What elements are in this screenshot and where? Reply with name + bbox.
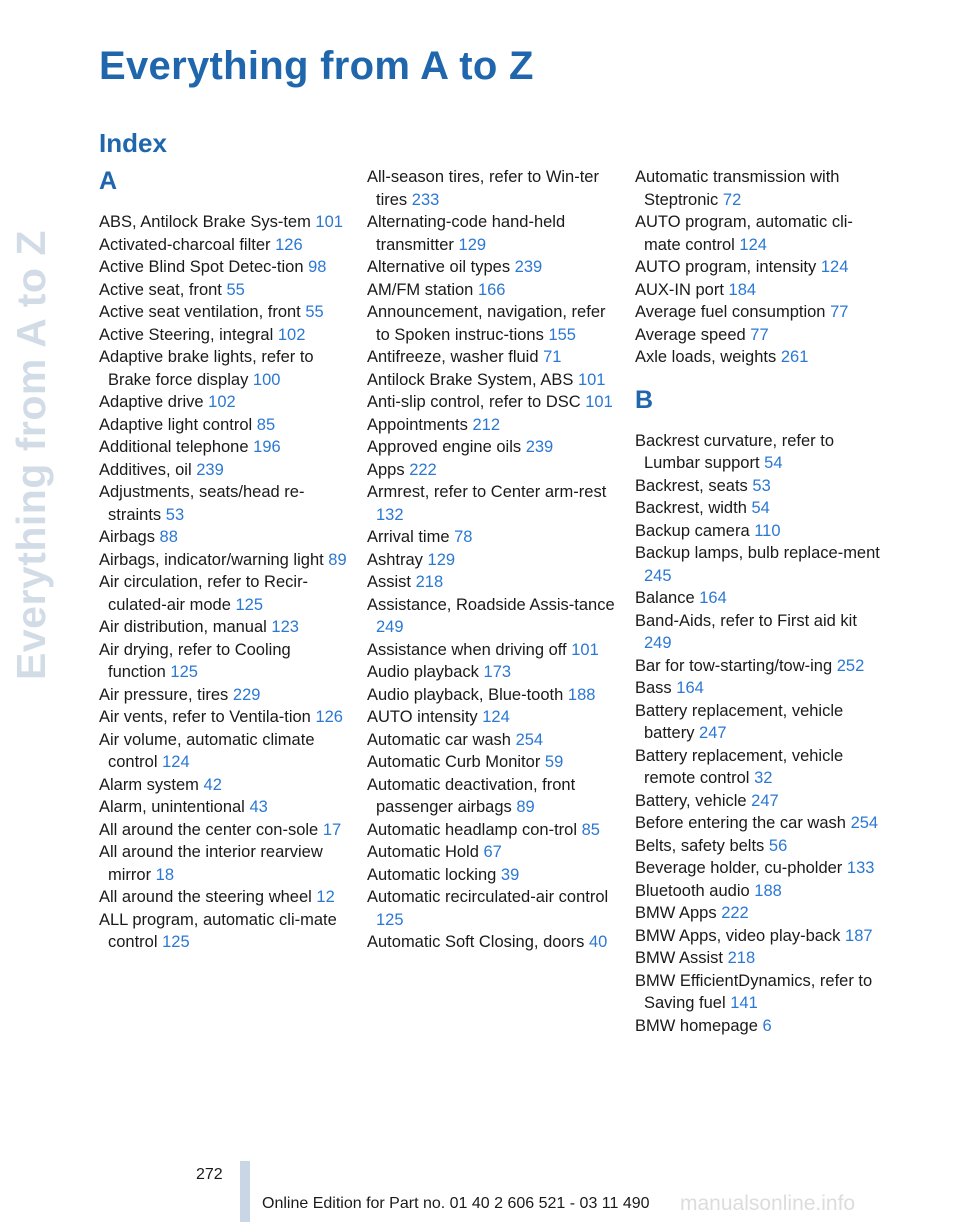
index-entry [99, 256, 349, 279]
index-entry-text: Air distribution, manual [99, 618, 267, 636]
page-link[interactable]: 212 [472, 415, 501, 434]
page-link[interactable]: 125 [235, 595, 264, 614]
index-entry-text: AUTO intensity [367, 708, 478, 726]
index-entry-text: Adaptive brake lights, refer to Brake force display [99, 348, 314, 389]
index-entry [635, 925, 885, 948]
page-link[interactable]: 85 [256, 415, 276, 434]
index-entry-text: Air pressure, tires [99, 685, 229, 704]
index-entry [635, 880, 885, 903]
index-entry [99, 301, 349, 324]
page-link[interactable]: 77 [750, 325, 769, 344]
page-title: Everything from A to Z [99, 44, 534, 88]
index-entry [635, 324, 885, 347]
index-entry-text: Backrest, width [635, 499, 747, 517]
index-entry [367, 436, 617, 459]
index-entry-text: Antilock Brake System, ABS [367, 370, 574, 389]
page-link[interactable]: 85 [581, 820, 600, 839]
index-entry-text: BMW homepage [635, 1016, 758, 1035]
index-entry [367, 414, 617, 437]
index-entry-text: Automatic car wash [367, 730, 511, 749]
index-entry [635, 790, 885, 813]
index-entry [367, 864, 617, 887]
index-entry-text: Average speed [635, 325, 746, 344]
section-title: Index [99, 128, 167, 158]
index-entry [635, 497, 885, 520]
side-title-text: Everything from A to Z [8, 230, 54, 680]
index-entry-text: Air circulation, refer to Recir-culated-air mode [99, 573, 309, 614]
index-entry [99, 616, 349, 639]
index-entry-text: Automatic Curb Monitor [367, 753, 541, 771]
index-entry [367, 279, 617, 302]
index-entry-text: Approved engine oils [367, 438, 522, 456]
page-link[interactable]: 124 [162, 753, 190, 771]
page-link[interactable]: 55 [305, 303, 324, 321]
index-entry [635, 542, 885, 587]
page-link[interactable]: 187 [845, 926, 873, 945]
index-entry [367, 729, 617, 752]
page-link[interactable]: 54 [751, 499, 770, 517]
index-entry-text: Backrest, seats [635, 476, 748, 495]
index-entry-text: Automatic locking [367, 865, 497, 884]
index-entry-text: Alternating-code hand-held transmitter [367, 213, 566, 254]
index-entry-text: ABS, Antilock Brake Sys-tem [99, 213, 311, 231]
page-link[interactable]: 239 [196, 460, 224, 479]
index-entry-text: Bluetooth audio [635, 881, 750, 900]
index-entry [99, 526, 349, 549]
index-entry [635, 279, 885, 302]
page-link[interactable]: 229 [232, 685, 261, 704]
index-entry-text: Apps [367, 460, 405, 479]
index-entry-text: Alarm system [99, 775, 199, 794]
page-link[interactable]: 247 [699, 724, 727, 742]
index-entry-text: Adjustments, seats/head re-straints [99, 483, 305, 524]
page-link[interactable]: 254 [850, 814, 879, 832]
page-link[interactable]: 123 [271, 618, 299, 636]
index-entry-text: Automatic deactivation, front passenger airbags [367, 775, 576, 816]
page-link[interactable]: 245 [644, 566, 672, 585]
index-entry-text: Band-Aids, refer to First aid kit [635, 611, 857, 630]
index-entry [367, 594, 617, 639]
index-entry [635, 655, 885, 678]
index-entry [99, 706, 349, 729]
index-entry-text: Average fuel consumption [635, 303, 826, 321]
page-number: 272 [196, 1166, 223, 1183]
page-link[interactable]: 164 [676, 679, 704, 697]
index-entry [635, 301, 885, 324]
page-link[interactable]: 247 [751, 791, 779, 810]
index-entry [635, 677, 885, 700]
index-entry [99, 391, 349, 414]
index-entry-text: Audio playback [367, 663, 479, 681]
index-entry-text: Adaptive light control [99, 415, 253, 434]
page-link[interactable]: 39 [500, 865, 520, 884]
index-column-3 [635, 166, 885, 1037]
index-entry [367, 526, 617, 549]
page-link[interactable]: 249 [376, 618, 404, 636]
page-link[interactable]: 125 [170, 663, 198, 681]
page-link[interactable]: 129 [458, 235, 487, 254]
index-entry [367, 369, 617, 392]
index-entry-text: Appointments [367, 415, 468, 434]
page-link[interactable]: 32 [754, 769, 773, 787]
index-entry [635, 211, 885, 256]
page-link[interactable]: 77 [830, 303, 849, 321]
index-entry-text: Bar for tow-starting/tow-ing [635, 656, 833, 675]
page-link[interactable]: 56 [768, 836, 788, 855]
index-entry-text: Automatic headlamp con-trol [367, 820, 578, 839]
page-link[interactable]: 249 [644, 634, 672, 652]
page-link[interactable]: 71 [543, 348, 562, 366]
page-link[interactable]: 155 [548, 325, 576, 344]
page-link[interactable]: 239 [525, 438, 554, 456]
index-entry-text: Air volume, automatic climate control [99, 730, 315, 771]
page-link[interactable]: 100 [252, 370, 281, 389]
index-entry [367, 886, 617, 931]
index-entry [367, 684, 617, 707]
index-entry [635, 812, 885, 835]
page-link[interactable]: 184 [728, 280, 757, 299]
watermark: manualsonline.info [680, 1192, 856, 1215]
page-link[interactable]: 67 [483, 843, 502, 861]
page-link[interactable]: 252 [836, 656, 865, 675]
index-entry-text: Axle loads, weights [635, 348, 777, 366]
index-entry-text: Anti-slip control, refer to DSC [367, 393, 581, 411]
index-entry [99, 436, 349, 459]
index-entry-text: Alternative oil types [367, 258, 511, 276]
index-entry-text: Active Steering, integral [99, 325, 274, 344]
index-entry [99, 549, 349, 572]
index-entry-text: Balance [635, 589, 695, 607]
index-entry [99, 774, 349, 797]
index-entry [99, 639, 349, 684]
index-letter-heading: B [635, 385, 654, 414]
page-link[interactable]: 59 [544, 753, 564, 771]
index-entry [99, 684, 349, 707]
index-entry [635, 745, 885, 790]
page-link[interactable]: 78 [454, 528, 473, 546]
index-entry [635, 520, 885, 543]
index-entry-text: Bass [635, 679, 672, 697]
index-entry [635, 256, 885, 279]
index-entry [367, 256, 617, 279]
index-entry [99, 481, 349, 526]
page-link[interactable]: 72 [722, 190, 742, 209]
index-entry-text: Before entering the car wash [635, 814, 846, 832]
index-entry [367, 774, 617, 819]
index-entry [367, 571, 617, 594]
page-link[interactable]: 98 [308, 258, 327, 276]
page-link[interactable]: 89 [328, 550, 347, 569]
index-entry-text: Automatic Soft Closing, doors [367, 933, 585, 951]
index-entry [99, 886, 349, 909]
index-entry [635, 475, 885, 498]
index-entry-text: Automatic transmission with Steptronic [635, 168, 840, 209]
index-entry-text: BMW Assist [635, 949, 724, 967]
index-entry-text: AM/FM station [367, 280, 474, 299]
index-entry-text: Backup camera [635, 521, 750, 540]
index-entry [635, 1015, 885, 1038]
index-entry-text: Arrival time [367, 528, 450, 546]
index-entry [367, 391, 617, 414]
index-entry [367, 346, 617, 369]
index-entry-text: Antifreeze, washer fluid [367, 348, 539, 366]
page-link[interactable]: 18 [155, 865, 175, 884]
index-entry [635, 587, 885, 610]
index-entry-text: ALL program, automatic cli-mate control [99, 910, 337, 951]
index-entry-text: Ashtray [367, 550, 423, 569]
index-column-2 [367, 166, 617, 954]
index-entry [635, 166, 885, 211]
page-link[interactable]: 233 [411, 190, 440, 209]
page-link[interactable]: 129 [427, 550, 456, 569]
page-link[interactable]: 101 [585, 393, 613, 411]
index-entry-text: Audio playback, Blue-tooth [367, 685, 564, 704]
index-entry-text: AUX-IN port [635, 280, 724, 299]
index-entry-text: Air vents, refer to Ventila-tion [99, 708, 311, 726]
page-link[interactable]: 125 [376, 910, 404, 929]
index-entry [367, 549, 617, 572]
index-entry-text: Automatic Hold [367, 843, 479, 861]
page-link[interactable]: 166 [477, 280, 506, 299]
index-entry [99, 571, 349, 616]
index-entry-text: Belts, safety belts [635, 836, 765, 855]
page-link[interactable]: 124 [820, 258, 849, 276]
page-link[interactable]: 218 [727, 949, 756, 967]
page-link[interactable]: 254 [515, 730, 544, 749]
page-link[interactable]: 110 [754, 521, 781, 540]
index-entry-text: Airbags, indicator/warning light [99, 550, 324, 569]
index-entry [635, 610, 885, 655]
page-link[interactable]: 132 [376, 505, 404, 524]
page-link[interactable]: 12 [316, 888, 335, 906]
index-entry [367, 459, 617, 482]
index-entry [99, 211, 349, 234]
index-entry-text: Assistance when driving off [367, 640, 567, 659]
index-entry [99, 346, 349, 391]
index-entry [99, 909, 349, 954]
index-entry-text: Assistance, Roadside Assis-tance [367, 595, 615, 614]
index-entry [99, 729, 349, 774]
index-entry-text: Adaptive drive [99, 393, 204, 411]
page-link[interactable]: 54 [764, 454, 783, 472]
page-link[interactable]: 188 [754, 881, 782, 900]
side-title [0, 0, 68, 700]
index-entry-text: Active seat ventilation, front [99, 303, 301, 321]
page-link[interactable]: 101 [315, 213, 343, 231]
page-link[interactable]: 239 [514, 258, 543, 276]
edition-note: Online Edition for Part no. 01 40 2 606 521 - 03 11 490 [262, 1195, 650, 1212]
page-link[interactable]: 101 [577, 370, 606, 389]
page-link[interactable]: 102 [208, 393, 236, 411]
page-link[interactable]: 218 [415, 573, 444, 591]
index-entry-text: AUTO program, automatic cli-mate control [635, 213, 853, 254]
index-entry-text: BMW Apps, video play-back [635, 926, 841, 945]
index-column-1 [99, 166, 349, 954]
page-link[interactable]: 126 [315, 708, 343, 726]
index-entry-text: Active Blind Spot Detec-tion [99, 258, 304, 276]
index-entry-text: All around the steering wheel [99, 888, 312, 906]
page-link[interactable]: 42 [203, 775, 222, 794]
index-entry [635, 835, 885, 858]
page-link[interactable]: 196 [253, 438, 281, 456]
index-entry [367, 706, 617, 729]
index-entry [635, 970, 885, 1015]
page-link[interactable]: 125 [162, 933, 190, 951]
index-entry [367, 661, 617, 684]
index-entry-text: Alarm, unintentional [99, 798, 245, 816]
page-link[interactable]: 53 [752, 476, 771, 495]
index-entry [635, 430, 885, 475]
index-entry [99, 324, 349, 347]
page-link[interactable]: 222 [409, 460, 437, 479]
index-entry-text: AUTO program, intensity [635, 258, 817, 276]
index-entry-text: Battery replacement, vehicle battery [635, 701, 844, 742]
page-link[interactable]: 55 [226, 280, 245, 299]
index-entry-text: All-season tires, refer to Win-ter tires [367, 168, 599, 209]
index-entry-text: Additives, oil [99, 460, 192, 479]
page-link[interactable]: 101 [571, 640, 599, 659]
index-entry [99, 819, 349, 842]
page-link[interactable]: 164 [699, 589, 727, 607]
index-entry [367, 751, 617, 774]
index-entry [635, 700, 885, 745]
index-entry-text: Assist [367, 573, 412, 591]
index-entry [635, 346, 885, 369]
index-entry-text: Battery replacement, vehicle remote control [635, 746, 844, 787]
page-link[interactable]: 222 [721, 904, 749, 922]
page-link[interactable]: 261 [780, 348, 809, 366]
index-entry [367, 211, 617, 256]
index-entry-text: Air drying, refer to Cooling function [99, 640, 291, 681]
index-entry-text: Airbags [99, 528, 155, 546]
page-link[interactable]: 40 [588, 933, 608, 951]
page-link[interactable]: 124 [739, 235, 767, 254]
footer-bar [240, 1161, 250, 1222]
page-link[interactable]: 6 [762, 1016, 772, 1035]
page-link[interactable]: 173 [483, 663, 512, 681]
index-entry [367, 841, 617, 864]
index-entry [99, 459, 349, 482]
page-link[interactable]: 17 [322, 820, 342, 839]
index-entry [367, 931, 617, 954]
index-entry-text: BMW EfficientDynamics, refer to Saving fuel [635, 971, 873, 1012]
index-entry-text: Beverage holder, cu-pholder [635, 859, 843, 877]
index-entry [635, 947, 885, 970]
index-entry-text: Automatic recirculated-air control [367, 888, 609, 906]
index-entry-text: BMW Apps [635, 904, 717, 922]
index-entry [99, 414, 349, 437]
page-link[interactable]: 188 [567, 685, 596, 704]
index-entry-text: Active seat, front [99, 280, 222, 299]
index-letter-heading: A [99, 167, 118, 195]
index-entry [367, 481, 617, 526]
page-link[interactable]: 126 [275, 235, 303, 254]
index-entry-text: Armrest, refer to Center arm-rest [367, 483, 607, 501]
index-entry-text: All around the center con-sole [99, 820, 319, 839]
index-entry-text: Additional telephone [99, 438, 249, 456]
index-entry [367, 166, 617, 211]
page-link[interactable]: 141 [730, 994, 758, 1012]
index-entry [99, 841, 349, 886]
index-entry-text: All around the interior rearview mirror [99, 843, 323, 884]
index-entry [367, 301, 617, 346]
page-link[interactable]: 133 [846, 859, 875, 877]
index-entry [99, 279, 349, 302]
index-entry [367, 639, 617, 662]
page-link[interactable]: 43 [249, 798, 268, 816]
page-link[interactable]: 102 [277, 325, 306, 344]
index-entry-text: Announcement, navigation, refer to Spoken instruc-tions [367, 303, 606, 344]
index-entry-text: Backrest curvature, refer to Lumbar support [635, 431, 834, 472]
index-entry [99, 234, 349, 257]
page-link[interactable]: 124 [482, 708, 510, 726]
index-entry-text: Activated-charcoal filter [99, 235, 271, 254]
index-entry [635, 857, 885, 880]
page-link[interactable]: 89 [516, 798, 535, 816]
index-entry [367, 819, 617, 842]
index-entry-text: Backup lamps, bulb replace-ment [635, 544, 880, 562]
page-link[interactable]: 88 [159, 528, 178, 546]
index-entry-text: Battery, vehicle [635, 791, 747, 810]
page-link[interactable]: 53 [165, 505, 185, 524]
index-entry [99, 796, 349, 819]
index-entry [635, 902, 885, 925]
